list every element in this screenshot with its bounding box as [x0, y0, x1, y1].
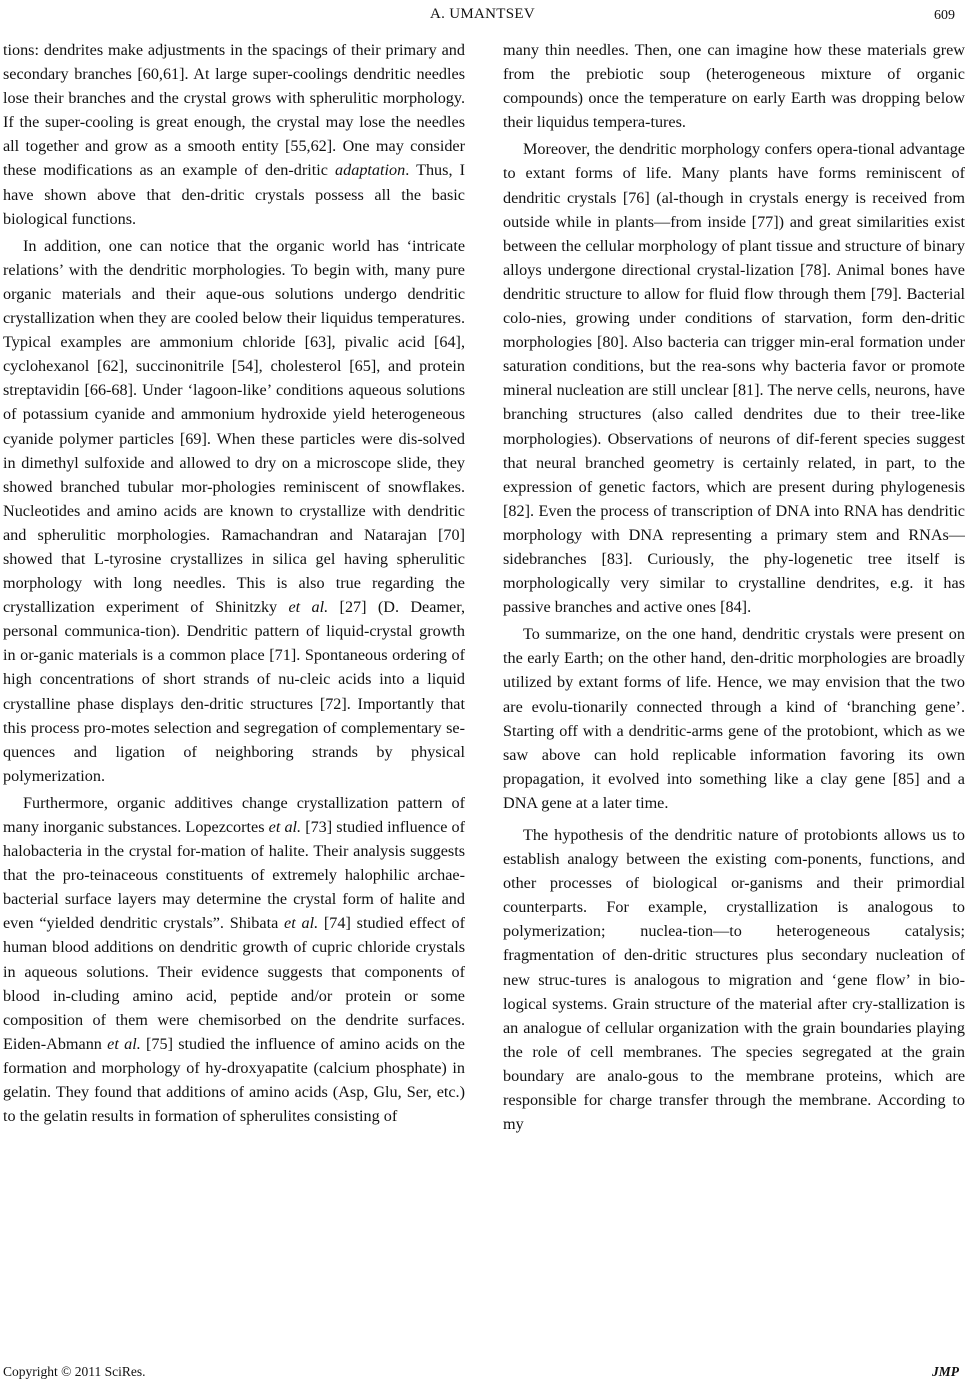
text-run: tions: dendrites make adjustments in the spacings of their primary and secondary branches [60,61]. At large super-coolings dendritic needles lose their branches and the crystal grows with spherulitic morphology. If the super-cooling is great enough, the crystal may lose the needles all together and grow as a smooth entity [55,62]. One may consider these modifications as an example of den-dritic	[3, 41, 465, 180]
italic-text: et al.	[107, 1034, 141, 1053]
text-run: [75] studied the influence of amino acids on the formation and morphology of hy-droxyapatite (calcium phosphate) in gelatin. They found that additions of amino acids (Asp, Glu, Ser, etc.) to the gelatin results in formation of spherulites consisting of	[3, 1034, 465, 1126]
text-run: . Thus, I have shown above that den-dritic crystals possess all the basic biological functions.	[3, 161, 465, 228]
paragraph	[503, 823, 965, 1136]
italic-text: adaptation	[335, 161, 406, 180]
text-run: [27] (D. Deamer, personal communica-tion). Dendritic pattern of liquid-crystal growth in or-ganic materials is a common place [71]. Spontaneous ordering of high concentrations of short strands of nu-cleic acids into a liquid crystalline phase displays den-dritic structures [72]. Importantly that this process pro-motes selection and segregation of complementary se-quences and ligation of neighboring strands by physical polymerization.	[3, 598, 465, 785]
page-number: 609	[934, 8, 955, 23]
running-head: A. UMANTSEV	[430, 6, 535, 22]
text-run: many thin needles. Then, one can imagine how these materials grew from the prebiotic soup (heterogeneous mixture of organic compounds) once the temperature on early Earth was dropping below their liquidus tempera-tures.	[503, 41, 965, 132]
copyright-notice: Copyright © 2011 SciRes.	[3, 1364, 146, 1379]
right-text-column	[503, 38, 965, 1136]
paragraph	[503, 38, 965, 134]
journal-abbreviation: JMP	[932, 1364, 959, 1379]
italic-text: et al.	[288, 598, 329, 617]
page-header	[0, 6, 965, 28]
text-run: To summarize, on the one hand, dendritic crystals were present on the early Earth; on the other hand, den-dritic morphologies are broadly utilized by extant forms of life. Hence, we may envision that the two are evolu-tionarily connected through a kind of ‘branching gene’. Starting off with a dendritic-arms gene of the protobiont, which as we saw above can hold replicable information favoring its own propagation, it evolved into something like a clay gene [85] and a DNA gene at a later time.	[503, 625, 965, 812]
italic-text: et al.	[284, 914, 319, 933]
text-run: Moreover, the dendritic morphology confers opera-tional advantage to extant forms of life. Many plants have forms reminiscent of dendritic crystals [76] (al-though in crystals energy is received from outside while in plants—from inside [77]) and great similarities exist between the cellular morphology of plant tissue and structure of binary alloys undergone directional crystal-lization [78]. Animal bones have dendritic structure to allow for fluid flow through them [79]. Bacterial colo-nies, growing under conditions of starvation, form den-dritic morphologies [80]. Also bacteria can trigger min-eral formation under saturation conditions, but the rea-sons why bacteria favor or promote mineral nucleation are still unclear [81]. The nerve cells, neurons, have branching structures (also called dendrites due to their tree-like morphologies). Observations of neurons of dif-ferent species suggest that neural branched geometry is certainly related, in part, to the expression of genetic factors, which are present during phylogenesis [82]. Even the process of transcription of DNA into RNA has dendritic morphology with DNA representing a primary stem and RNAs—sidebranches [83]. Curiously, the phy-logenetic tree itself is morphologically very similar to crystalline dendrites, e.g. it has passive branches and active ones [84].	[503, 140, 965, 617]
paragraph	[503, 137, 965, 619]
paragraph	[3, 234, 465, 788]
paragraph	[3, 38, 465, 231]
text-run: In addition, one can notice that the organic world has ‘intricate relations’ with the dendritic morphologies. To begin with, many pure organic materials and their aque-ous solutions undergo dendritic crystallization when they are cooled below their liquidus temperatures. Typical examples are ammonium chloride [63], pivalic acid [64], cyclohexanol [62], succinonitrile [54], cholesterol [65], and protein streptavidin [66-68]. Under ‘lagoon-like’ conditions aqueous solutions of potassium cyanide and ammonium hydroxide yield heterogeneous cyanide polymer particles [69]. When these particles were dis-solved in dimethyl sulfoxide and allowed to dry on a microscope slide, they showed branched tubular mor-phologies reminiscent of snowflakes. Nucleotides and amino acids are known to crystallize with dendritic and spherulitic morphologies. Ramachandran and Natarajan [70] showed that L-tyrosine crystallizes in silica gel having spherulitic morphology with long needles. This is also true regarding the crystallization experiment of Shinitzky	[3, 236, 465, 617]
page-footer	[0, 1364, 965, 1384]
text-run: [74] studied effect of human blood additions on dendritic growth of cupric chloride crystals in aqueous solutions. Their evidence suggests that components of blood in-cluding amino acid, peptide and/or protein or some composition of them were chemisorbed on the dendrite surfaces. Eiden-Abmann	[3, 914, 465, 1053]
text-run: The hypothesis of the dendritic nature of protobionts allows us to establish analogy between the existing com-ponents, functions, and other processes of biological or-ganisms and their primordial counterparts. For example, crystallization is analogous to polymerization; nuclea-tion—to heterogeneous catalysis; fragmentation of den-dritic structures plus secondary nucleation of new struc-tures is analogous to migration and ‘gene flow’ in bio-logical systems. Grain structure of the material after cry-stallization is an analogue of cellular organization with the grain boundaries playing the role of cell membranes. The species segregated at the grain boundary are analo-gous to the membrane proteins, which are responsible for charge transfer through the membrane. According to my	[503, 826, 965, 1134]
paragraph	[503, 622, 965, 815]
text-run: Furthermore, organic additives change crystallization pattern of many inorganic substances. Lopezcortes	[3, 793, 465, 836]
italic-text: et al.	[268, 818, 302, 836]
left-text-column	[3, 38, 465, 1128]
paragraph	[3, 791, 465, 1128]
text-run: [73] studied influence of halobacteria in the crystal for-mation of halite. Their analysis suggests that the pro-teinaceous constituents of extremely halophilic archae-bacterial surface layers may determine the crystal form of halite and even “yielded dendritic crystals”. Shibata	[3, 818, 465, 933]
